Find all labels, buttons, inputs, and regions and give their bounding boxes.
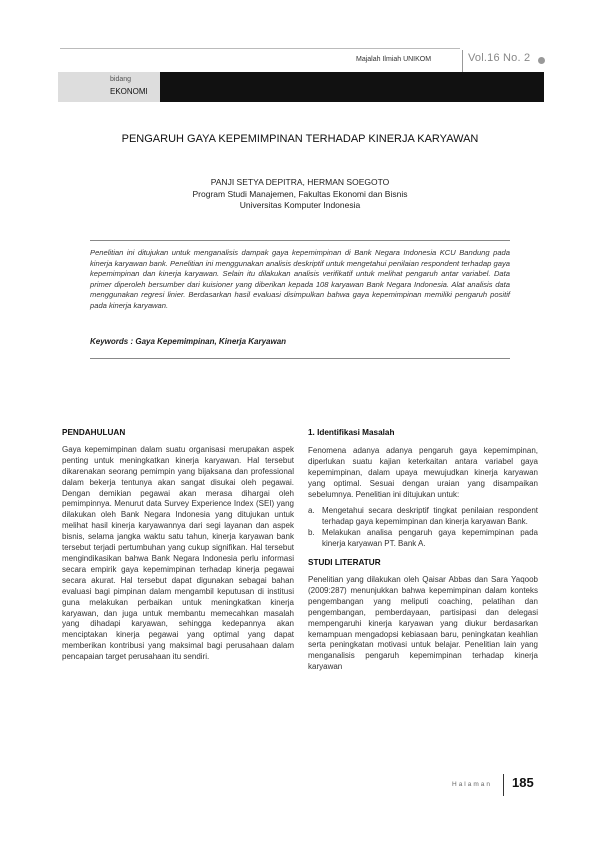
bidang-value: EKONOMI (110, 87, 148, 96)
author-names: PANJI SETYA DEPITRA, HERMAN SOEGOTO (210, 177, 390, 187)
author-block (0, 177, 600, 212)
keywords: Keywords : Gaya Kepemimpinan, Kinerja Karyawan (90, 337, 287, 346)
list-item (308, 506, 538, 528)
section-heading-pendahuluan: PENDAHULUAN (62, 428, 126, 437)
pendahuluan-body: Gaya kepemimpinan dalam suatu organisasi merupakan aspek penting untuk meningkatkan kinerja karyawan. Hal tersebut dikarenakan seorang pemimpin yang bijaksana dan professional dalam bekerja tentunya akan sangat disukai oleh pegawai. Dengan demikian pegawai akan merasa dihargai oleh pemimpinnya. Menurut data Survey Experience Index (SEI) yang dilakukan oleh Bank Negara Indonesia yang ditujukan untuk melihat hasil kinerja karyawannya dari segi layanan dan aspek bisnis, selama jangka waktu satu tahun, kinerja karyawan bank tersebut terjadi pertumbuhan yang cukup signifikan. Hal tersebut mengindikasikan bahwa Bank Negara Indonesia perlu informasi secara empirik gaya kepemimpinan terhadap kinerja pegawai secara akurat. Hal tersebut dapat digunakan sebagai bahan evaluasi bagi pimpinan dalam mengambil keputusan di institusi guna melakukan perbaikan untuk meningkatkan kinerja karyawan, dan juga untuk membantu memecahkan masalah yang dihadapi karyawan, sehingga kedepannya akan menciptakan kinerja pegawai yang optimal yang dapat memberikan kontribusi yang maksimal bagi perusahaan dalam pencapaian target perusahaan itu sendiri. (62, 444, 294, 662)
studi-literatur-body: Penelitian yang dilakukan oleh Qaisar Abbas dan Sara Yaqoob (2009:287) menunjukkan bahwa kepemimpinan dalam konteks pengembangan yang meliputi coaching, pelatihan dan pengembangan, pemberdayaan, partisipasi dan delegasi mempengaruhi kinerja karyawan yang diukur berdasarkan kemampuan mengadopsi kebiasaan baru, peningkatan keahlian serta peningkatan motivasi untuk belajar. Penelitian lain yang menganalisis pengaruh kepemimpinan terhadap kinerja karyawan (308, 574, 538, 672)
abstract-top-rule (90, 240, 510, 241)
journal-name: Majalah Ilmiah UNIKOM (356, 56, 432, 63)
identifikasi-body: Fenomena adanya adanya pengaruh gaya kepemimpinan, diperlukan suatu kajian keterkaitan antara variabel gaya kepemimpinan, dalam upaya mewujudkan kinerja karyawan yang optimal. Sesuai dengan uraian yang disampaikan sebelumnya. Penelitian ini ditujukan untuk: (308, 445, 538, 499)
abstract: Penelitian ini ditujukan untuk menganalisis dampak gaya kepemimpinan di Bank Negara Indonesia KCU Bandung pada kinerja karyawan bank. Penelitian ini menggunakan analisis deskriptif untuk mengetahui penilaian respondent terhadap gaya kepemimpinan dan kinerja karyawan. Selain itu dilakukan analisis verifikatif untuk melihat pengaruh antar variabel. Data primer diperoleh bersumber dari kuisioner yang diberikan kepada 108 karyawan Bank Negara Indonesia. Alat analisis data menggunakan regresi linier. Berdasarkan hasil evaluasi disimpulkan bahwa gaya kepemimpinan memiliki pengaruh positif pada kinerja karyawan. (90, 248, 510, 310)
header-rule (60, 48, 460, 49)
bidang-label: bidang (110, 76, 132, 83)
header-bar (160, 72, 544, 102)
affiliation-line-2: Universitas Komputer Indonesia (239, 200, 361, 210)
list-item-text: Melakukan analisa pengaruh gaya kepemimpinan pada kinerja karyawan PT. Bank A. (322, 528, 538, 549)
list-item (308, 528, 538, 550)
affiliation-line-1: Program Studi Manajemen, Fakultas Ekonomi dan Bisnis (192, 188, 408, 199)
list-marker: a. (308, 506, 315, 516)
volume-number: Vol.16 No. 2 (468, 52, 531, 64)
footer-separator (503, 774, 504, 796)
paper-title: PENGARUH GAYA KEPEMIMPINAN TERHADAP KINERJA KARYAWAN (121, 133, 479, 145)
objective-list (308, 506, 538, 550)
section-heading-studi-literatur: STUDI LITERATUR (308, 558, 381, 568)
circle-icon (538, 57, 545, 64)
list-item-text: Mengetahui secara deskriptif tingkat penilaian respondent terhadap gaya kepemimpinan dan kinerja karyawan Bank. (322, 506, 538, 527)
section-heading-identifikasi: 1. Identifikasi Masalah (308, 428, 395, 437)
list-marker: b. (308, 528, 315, 538)
header-separator (462, 50, 463, 72)
footer-label: Halaman (452, 781, 493, 788)
section-gap (308, 550, 538, 558)
right-column (308, 428, 538, 673)
left-column (62, 428, 294, 663)
abstract-bottom-rule (90, 358, 510, 359)
page-number: 185 (512, 775, 534, 790)
